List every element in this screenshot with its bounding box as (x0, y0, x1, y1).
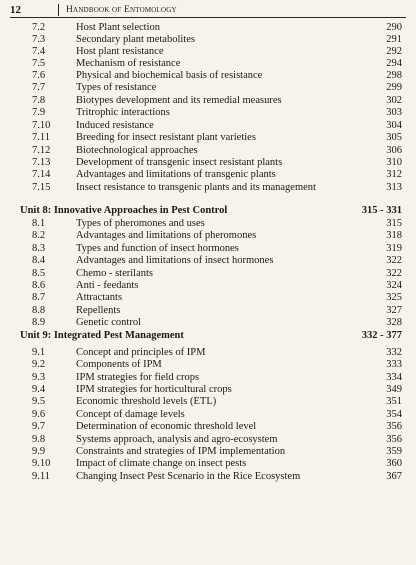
page-reference: 325 (386, 292, 402, 303)
section-number: 7.7 (32, 82, 46, 93)
section-title: Induced resistance (76, 120, 154, 131)
section-number: 7.3 (32, 34, 46, 45)
section-title: Advantages and limitations of pheromones (76, 230, 257, 241)
unit-title: Unit 8: Innovative Approaches in Pest Control (20, 205, 228, 216)
page-reference: 310 (386, 157, 402, 168)
section-number: 7.5 (32, 58, 46, 69)
page-reference: 354 (386, 409, 402, 420)
section-number: 7.2 (32, 22, 46, 33)
section-title: Determination of economic threshold level (76, 421, 257, 432)
section-number: 8.6 (32, 280, 46, 291)
toc-entry (0, 458, 416, 470)
page-number: 12 (10, 4, 21, 16)
section-number: 8.3 (32, 243, 46, 254)
section-title: Concept of damage levels (76, 409, 185, 420)
page-reference: 356 (386, 421, 402, 432)
toc-entry (0, 268, 416, 280)
section-number: 8.5 (32, 268, 46, 279)
toc-entry (0, 292, 416, 304)
section-title: Anti - feedants (76, 280, 139, 291)
section-title: Types and function of insect hormones (76, 243, 239, 254)
section-number: 8.7 (32, 292, 46, 303)
toc-entry (0, 182, 416, 194)
section-number: 9.7 (32, 421, 46, 432)
section-number: 9.11 (32, 471, 50, 482)
section-number: 9.2 (32, 359, 46, 370)
section-title: Advantages and limitations of transgenic plants (76, 169, 276, 180)
page-reference: 333 (386, 359, 402, 370)
page-reference: 322 (386, 255, 402, 266)
page-reference: 367 (386, 471, 402, 482)
section-title: Mechanism of resistance (76, 58, 181, 69)
page-reference: 292 (386, 46, 402, 57)
page-reference: 318 (386, 230, 402, 241)
toc-entry (0, 157, 416, 169)
page-reference: 312 (386, 169, 402, 180)
section-number: 7.14 (32, 169, 51, 180)
toc-entry (0, 384, 416, 396)
toc-entry (0, 421, 416, 433)
section-number: 9.6 (32, 409, 46, 420)
section-number: 9.8 (32, 434, 46, 445)
unit-page-range: 332 - 377 (361, 330, 402, 341)
section-title: Development of transgenic insect resistant plants (76, 157, 283, 168)
section-number: 7.4 (32, 46, 46, 57)
section-title: Breeding for insect resistant plant varieties (76, 132, 256, 143)
page-reference: 305 (386, 132, 402, 143)
section-title: Host Plant selection (76, 22, 160, 33)
section-number: 9.10 (32, 458, 51, 469)
page-reference: 302 (386, 95, 402, 106)
toc-entry (0, 95, 416, 107)
section-number: 7.9 (32, 107, 46, 118)
page-reference: 303 (386, 107, 402, 118)
section-number: 7.10 (32, 120, 51, 131)
section-title: Insect resistance to transgenic plants and its management (76, 182, 316, 193)
section-number: 8.2 (32, 230, 46, 241)
unit-page-range: 315 - 331 (361, 205, 402, 216)
toc-entry (0, 446, 416, 458)
section-number: 9.5 (32, 396, 46, 407)
page-reference: 349 (386, 384, 402, 395)
section-number: 9.4 (32, 384, 46, 395)
section-title: IPM strategies for field crops (76, 372, 200, 383)
book-title: Handbook of Entomology (66, 5, 177, 15)
section-title: Chemo - sterilants (76, 268, 153, 279)
page-reference: 324 (386, 280, 402, 291)
section-title: Impact of climate change on insect pests (76, 458, 247, 469)
section-number: 9.9 (32, 446, 46, 457)
toc-entry (0, 396, 416, 408)
section-number: 7.15 (32, 182, 51, 193)
page-reference: 319 (386, 243, 402, 254)
page-reference: 299 (386, 82, 402, 93)
toc-entry (0, 409, 416, 421)
section-number: 7.11 (32, 132, 50, 143)
section-number: 7.8 (32, 95, 46, 106)
section-number: 7.6 (32, 70, 46, 81)
section-title: Concept and principles of IPM (76, 347, 206, 358)
section-title: Economic threshold levels (ETL) (76, 396, 217, 407)
toc-entry (0, 107, 416, 119)
section-number: 8.4 (32, 255, 46, 266)
toc-entry (0, 317, 416, 329)
page-reference: 334 (386, 372, 402, 383)
toc-entry (0, 243, 416, 255)
section-number: 9.1 (32, 347, 46, 358)
section-title: Tritrophic interactions (76, 107, 170, 118)
toc-entry (0, 70, 416, 82)
page-reference: 356 (386, 434, 402, 445)
page-reference: 322 (386, 268, 402, 279)
page-reference: 290 (386, 22, 402, 33)
toc-entry (0, 280, 416, 292)
toc-entry (0, 359, 416, 371)
section-title: IPM strategies for horticultural crops (76, 384, 232, 395)
section-title: Biotechnological approaches (76, 145, 198, 156)
section-title: Types of pheromones and uses (76, 218, 205, 229)
page-reference: 351 (386, 396, 402, 407)
toc-entry (0, 471, 416, 483)
section-title: Components of IPM (76, 359, 162, 370)
page-reference: 313 (386, 182, 402, 193)
page-reference: 328 (386, 317, 402, 328)
toc-entry (0, 34, 416, 46)
section-number: 8.9 (32, 317, 46, 328)
page-reference: 359 (386, 446, 402, 457)
toc-entry (0, 230, 416, 242)
page-reference: 304 (386, 120, 402, 131)
page-reference: 315 (386, 218, 402, 229)
toc-entry (0, 145, 416, 157)
toc-entry (0, 120, 416, 132)
page-reference: 332 (386, 347, 402, 358)
toc-entry (0, 255, 416, 267)
section-title: Constraints and strategies of IPM implementation (76, 446, 286, 457)
section-title: Secondary plant metabolites (76, 34, 195, 45)
section-title: Advantages and limitations of insect hormones (76, 255, 274, 266)
section-title: Biotypes development and its remedial measures (76, 95, 282, 106)
page-reference: 291 (386, 34, 402, 45)
page-reference: 327 (386, 305, 402, 316)
toc-unit-heading (0, 330, 416, 342)
section-title: Genetic control (76, 317, 142, 328)
section-number: 7.12 (32, 145, 51, 156)
toc-entry (0, 372, 416, 384)
toc-entry (0, 46, 416, 58)
toc-unit-heading (0, 205, 416, 217)
section-title: Attractants (76, 292, 123, 303)
toc-entry (0, 347, 416, 359)
section-title: Types of resistance (76, 82, 157, 93)
section-number: 8.8 (32, 305, 46, 316)
section-title: Host plant resistance (76, 46, 164, 57)
toc-entry (0, 169, 416, 181)
page-reference: 298 (386, 70, 402, 81)
section-number: 7.13 (32, 157, 51, 168)
section-title: Repellents (76, 305, 121, 316)
toc-entry (0, 22, 416, 34)
page-reference: 360 (386, 458, 402, 469)
toc-entry (0, 58, 416, 70)
toc-entry (0, 132, 416, 144)
section-number: 9.3 (32, 372, 46, 383)
section-title: Systems approach, analysis and agro-ecosystem (76, 434, 278, 445)
toc-entry (0, 434, 416, 446)
section-title: Changing Insect Pest Scenario in the Rice Ecosystem (76, 471, 301, 482)
page-reference: 294 (386, 58, 402, 69)
page-reference: 306 (386, 145, 402, 156)
section-title: Physical and biochemical basis of resistance (76, 70, 263, 81)
toc-entry (0, 305, 416, 317)
toc-entry (0, 218, 416, 230)
unit-title: Unit 9: Integrated Pest Management (20, 330, 184, 341)
section-number: 8.1 (32, 218, 46, 229)
toc-entry (0, 82, 416, 94)
